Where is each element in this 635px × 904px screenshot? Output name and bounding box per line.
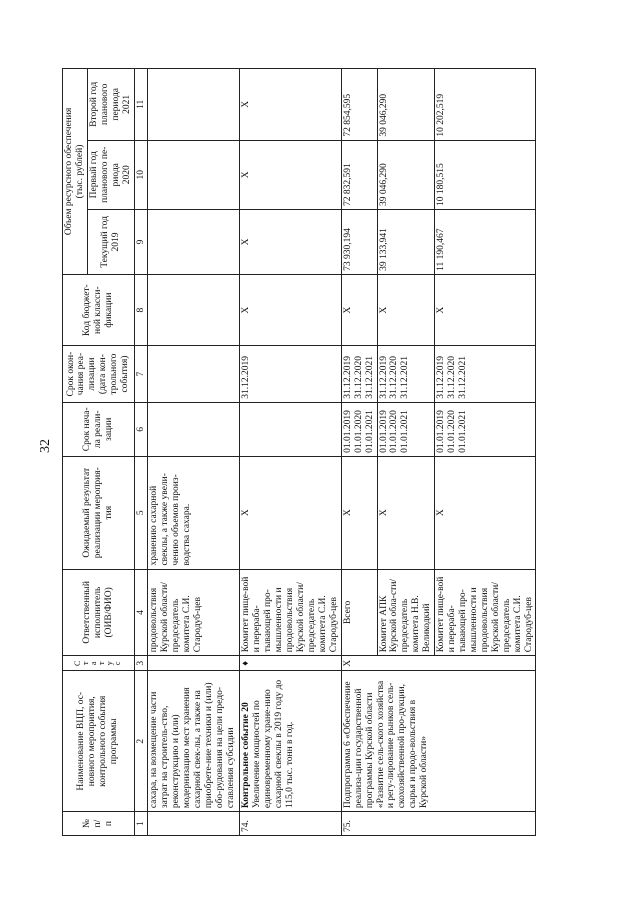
cell-code: X bbox=[341, 274, 377, 345]
cell-2020: 72 832,591 bbox=[341, 140, 377, 209]
col-number: 6 bbox=[134, 402, 148, 456]
header-start: Срок нача- ла реали- зации bbox=[63, 402, 135, 456]
column-number-row bbox=[134, 69, 148, 836]
header-status: С т а т у с bbox=[63, 656, 135, 671]
cell-start: 01.01.2019 01.01.2020 01.01.2021 bbox=[377, 402, 435, 456]
header-budget-code: Код бюджет- ной класси- фикации bbox=[63, 274, 135, 345]
cell-result: X bbox=[435, 456, 536, 569]
cell-executor: Комитет пище-вой и перераба-тывающей про-мышленности и продовольствия Курской области/ председатель комитета С.И. Стародуб-цев bbox=[435, 569, 536, 656]
cell-result: X bbox=[341, 456, 377, 569]
col-number: 11 bbox=[134, 69, 148, 141]
cell-2021 bbox=[148, 69, 240, 141]
cell-status: X bbox=[341, 656, 536, 671]
header-2019: Текущий год 2019 bbox=[87, 209, 134, 274]
header-2021: Второй год планового периода 2021 bbox=[87, 69, 134, 141]
cell-executor: продовольствия Курской области/ председатель комитета С.И. Стародуб-цев bbox=[148, 569, 240, 656]
cell-2019: 39 133,941 bbox=[377, 209, 435, 274]
col-number: 4 bbox=[134, 569, 148, 656]
cell-executor: Комитет АПК Курской обла-сти/председатель комитета Н.В. Великодкий bbox=[377, 569, 435, 656]
header-result: Ожидаемый результат реализации мероприя- тия bbox=[63, 456, 135, 569]
col-number: 10 bbox=[134, 140, 148, 209]
program-table bbox=[62, 68, 536, 836]
cell-2021: X bbox=[240, 69, 341, 141]
table-row-continuation bbox=[148, 69, 240, 836]
cell-executor: Всего bbox=[341, 569, 377, 656]
control-event-title: Контрольное событие 20 bbox=[241, 702, 252, 809]
header-funding: Объем ресурсного обеспечения (тыс. рублей) bbox=[63, 69, 88, 275]
cell-start: 01.01.2019 01.01.2020 01.01.2021 bbox=[341, 402, 377, 456]
cell-start bbox=[240, 402, 341, 456]
cell-end: 31.12.2019 31.12.2020 31.12.2021 bbox=[435, 346, 536, 402]
cell-result: X bbox=[240, 456, 341, 569]
cell-2020 bbox=[148, 140, 240, 209]
cell-status-diamond: ♦ bbox=[240, 656, 341, 671]
control-event-text: Увеличение мощностей по единовременному хране-нию сахарной свеклы в 2019 году до 115,0 тыс. тонн в год. bbox=[252, 679, 296, 809]
cell-end: 31.12.2019 bbox=[240, 346, 341, 402]
cell-end bbox=[148, 346, 240, 402]
cell-name: сахара, на возмещение части затрат на строитель-ство, реконструкцию и (или) модернизацию мест хранения сахарной свек-лы, а также на приобрете-ние техники и (или) обо-рудования на цели предо-ставления субсидии bbox=[148, 671, 240, 812]
col-number: 7 bbox=[134, 346, 148, 402]
header-2020: Первый год планового пе- риода 2020 bbox=[87, 140, 134, 209]
col-number: 8 bbox=[134, 274, 148, 345]
col-number: 1 bbox=[134, 812, 148, 836]
cell-start bbox=[148, 402, 240, 456]
cell-name bbox=[240, 671, 341, 812]
header-row bbox=[63, 69, 88, 836]
cell-status bbox=[148, 656, 240, 671]
col-number: 3 bbox=[134, 656, 148, 671]
cell-2020: 39 046,290 bbox=[377, 140, 435, 209]
cell-2021: 72 854,595 bbox=[341, 69, 377, 141]
cell-num: 75. bbox=[341, 812, 536, 836]
cell-2019: 11 190,467 bbox=[435, 209, 536, 274]
table-row-75-total bbox=[341, 69, 377, 836]
cell-name: Подпрограмма 6 «Обеспечение реализа-ции государственной программы Курской области «Развитие сель-ского хозяйства и регу-лирование рынков сель-скохозяйственной про-дукции, сырья и продо-вольствия в Курской области» bbox=[341, 671, 536, 812]
cell-end: 31.12.2019 31.12.2020 31.12.2021 bbox=[341, 346, 377, 402]
header-executor: Ответственный исполнитель (ОИВ/ФИО) bbox=[63, 569, 135, 656]
cell-num bbox=[148, 812, 240, 836]
table-row-74 bbox=[240, 69, 341, 836]
col-number: 2 bbox=[134, 671, 148, 812]
col-number: 5 bbox=[134, 456, 148, 569]
cell-2021: 10 202,519 bbox=[435, 69, 536, 141]
header-end: Срок окон- чания реа- лизации (дата кон- трольного события) bbox=[63, 346, 135, 402]
cell-code: X bbox=[377, 274, 435, 345]
cell-num: 74. bbox=[240, 812, 341, 836]
cell-code: X bbox=[240, 274, 341, 345]
cell-code: X bbox=[435, 274, 536, 345]
col-number: 9 bbox=[134, 209, 148, 274]
cell-executor: Комитет пище-вой и перераба-тывающей про-мышленности и продовольствия Курской области/ председатель комитета С.И. Стародуб-цев bbox=[240, 569, 341, 656]
header-num: № п/ п bbox=[63, 812, 135, 836]
cell-start: 01.01.2019 01.01.2020 01.01.2021 bbox=[435, 402, 536, 456]
cell-2020: 10 180,515 bbox=[435, 140, 536, 209]
cell-result: хранению сахарной свеклы, а также увели-чению объемов произ-водства сахара. bbox=[148, 456, 240, 569]
cell-code bbox=[148, 274, 240, 345]
cell-2019: X bbox=[240, 209, 341, 274]
cell-2019: 73 930,194 bbox=[341, 209, 377, 274]
cell-2019 bbox=[148, 209, 240, 274]
cell-2020: X bbox=[240, 140, 341, 209]
cell-2021: 39 046,290 bbox=[377, 69, 435, 141]
cell-end: 31.12.2019 31.12.2020 31.12.2021 bbox=[377, 346, 435, 402]
page-number: 32 bbox=[38, 439, 53, 453]
header-name: Наименование ВЦП, ос- новного мероприятия, контрольного события программы bbox=[63, 671, 135, 812]
cell-result: X bbox=[377, 456, 435, 569]
